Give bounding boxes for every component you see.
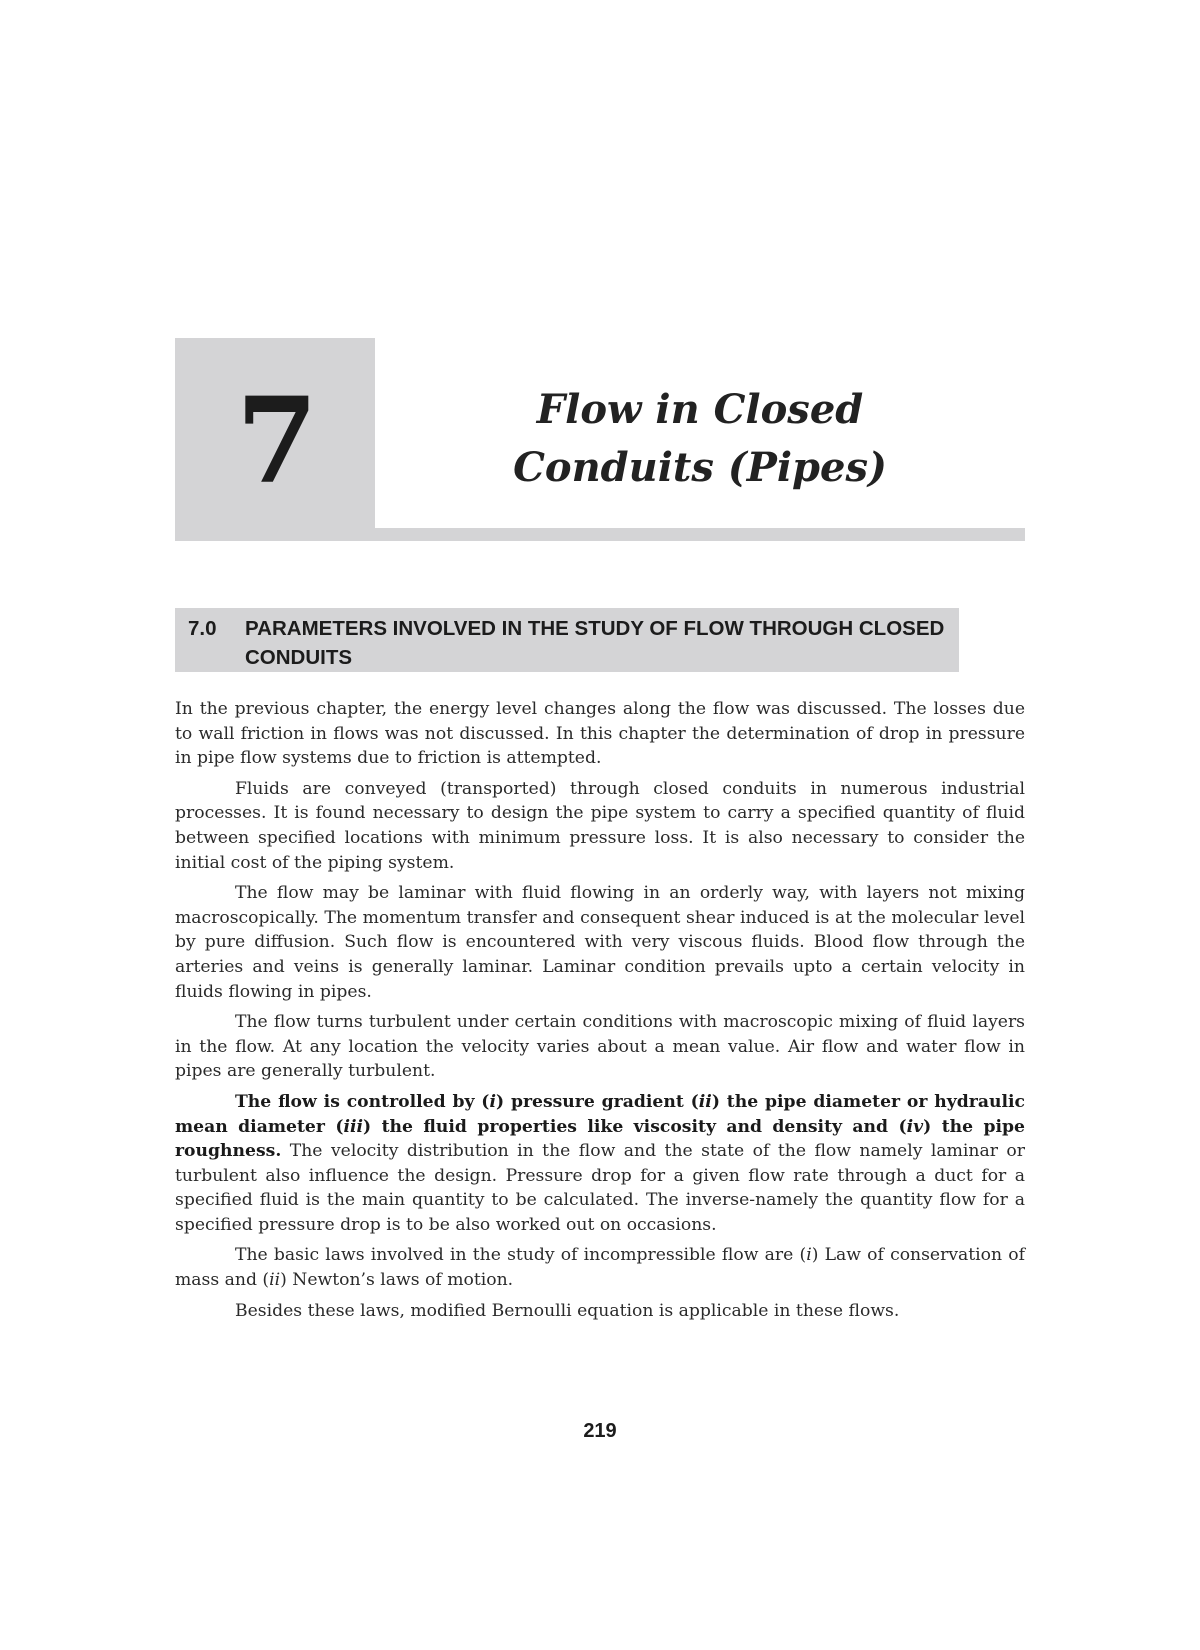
- paragraph-2: Fluids are conveyed (transported) through closed conduits in numerous industrial processes. It is found necessary to design the pipe system to carry a specified quantity of fluid between specified locations with minimum pressure loss. It is also necessary to consider the initial cost of the piping system.: [175, 778, 1025, 873]
- paragraph-5: [175, 1090, 1025, 1238]
- chapter-title: [440, 381, 960, 497]
- paragraph-5-rest: The velocity distribution in the flow and the state of the flow namely laminar or turbulent also influence the design. Pressure drop for a given flow rate through a duct for a specified fluid is the main quantity to be calculated. The inverse-namely the quantity flow for a specified pressure drop is to be also worked out on occasions.: [175, 1141, 1025, 1235]
- paragraph-1: In the previous chapter, the energy level changes along the flow was discussed. The losses due to wall friction in flows was not discussed. In this chapter the determination of drop in pressure in pipe flow systems due to friction is attempted.: [175, 699, 1025, 769]
- chapter-title-line2: Conduits (Pipes): [513, 444, 887, 491]
- chapter-number: 7: [235, 371, 315, 510]
- section-heading: [175, 608, 959, 672]
- paragraph-6: The basic laws involved in the study of incompressible flow are (i) Law of conservation of mass and (ii) Newton’s laws of motion.: [175, 1245, 1025, 1291]
- chapter-number-block: [175, 338, 375, 541]
- chapter-rule: [175, 528, 1025, 541]
- body-text: [175, 697, 1025, 1329]
- paragraph-7: Besides these laws, modified Bernoulli equation is applicable in these flows.: [235, 1300, 900, 1321]
- paragraph-3: The flow may be laminar with fluid flowing in an orderly way, with layers not mixing macroscopically. The momentum transfer and consequent shear induced is at the molecular level by pure diffusion. Such flow is encountered with very viscous fluids. Blood flow through the arteries and veins is generally laminar. Laminar condition prevails upto a certain velocity in fluids flowing in pipes.: [175, 883, 1025, 1002]
- section-number: 7.0: [188, 617, 217, 640]
- paragraph-4: The flow turns turbulent under certain conditions with macroscopic mixing of fluid layers in the flow. At any location the velocity varies about a mean value. Air flow and water flow in pipes are generally turbulent.: [175, 1012, 1025, 1082]
- section-title: PARAMETERS INVOLVED IN THE STUDY OF FLOW THROUGH CLOSED CONDUITS: [245, 617, 945, 669]
- paragraph-5-bold: The flow is controlled by (i) pressure gradient (ii) the pipe diameter or hydraulic mean diameter (iii) the fluid properties like viscosity and density and (iv) the pipe roughness.: [175, 1091, 1025, 1162]
- page-number: 219: [583, 1420, 617, 1442]
- chapter-title-line1: Flow in Closed: [536, 386, 864, 433]
